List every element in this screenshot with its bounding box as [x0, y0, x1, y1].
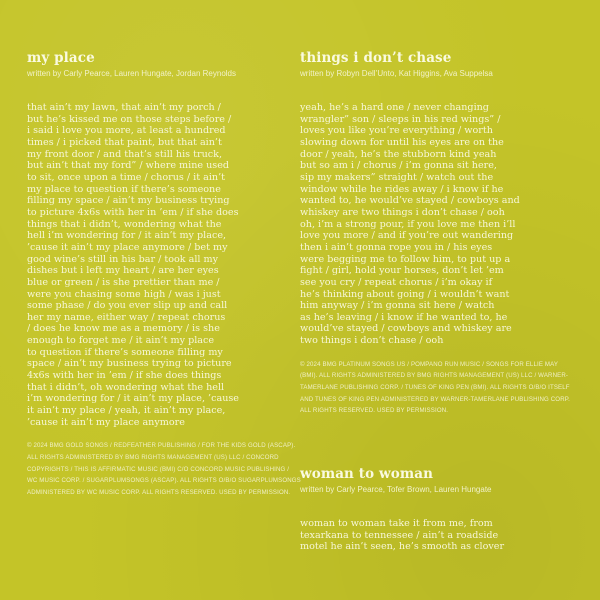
song-woman-to-woman — [300, 466, 560, 553]
lyric-line: i’m wondering for / it ain’t my place, ’cause — [27, 393, 239, 405]
lyric-line: were you chasing some high / was i just — [27, 288, 221, 300]
song-things-i-dont-chase — [300, 50, 571, 417]
lyric-line: but ain’t that my ford” / where mine used — [27, 160, 230, 172]
lyric-line: 4x6s with her in ’em / if she does things — [27, 370, 222, 382]
lyric-line: door / yeah, he’s the stubborn kind yeah — [300, 148, 497, 160]
lyric-line: things that i didn’t, wondering what the — [27, 218, 222, 230]
lyric-line: / does he know me as a memory / is she — [27, 323, 220, 335]
lyrics-block — [27, 102, 282, 428]
copyright-line: ALL RIGHTS RESERVED. USED BY PERMISSION. — [300, 407, 449, 415]
lyric-line: texarkana to tennessee / ain’t a roadside — [300, 529, 499, 541]
lyrics-block — [300, 102, 560, 347]
lyric-line: my place to question if there’s someone — [27, 183, 221, 195]
lyric-line: some phase / do you ever slip up and call — [27, 300, 228, 312]
lyric-line: loves you like you’re everything / worth — [300, 125, 493, 137]
song-title: things i don’t chase — [300, 50, 452, 66]
copyright-line: TAMERLANE PUBLISHING CORP. / TUNES OF KING PEN (BMI). ALL RIGHTS O/B/O ITSELF — [300, 383, 570, 391]
copyright-notice — [27, 440, 301, 498]
lyric-line: wrangler” son / sleeps in his red wings” / — [300, 113, 501, 125]
lyric-line: dishes but i left my heart / are her eyes — [27, 265, 219, 277]
lyric-line: woman to woman take it from me, from — [300, 518, 493, 529]
copyright-line: © 2024 BMG PLATINUM SONGS US / POMPANO RUN MUSIC / SONGS FOR ELLIE MAY — [300, 360, 559, 368]
lyric-line: i said i love you more, at least a hundred — [27, 125, 226, 137]
lyric-line: oh, i’m a strong pour, if you love me then i’ll — [300, 218, 516, 230]
lyric-line: slowing down for until his eyes are on the — [300, 136, 504, 148]
lyric-line: see you cry / repeat chorus / i’m okay if — [300, 276, 493, 288]
copyright-line: ADMINISTERED BY WC MUSIC CORP. ALL RIGHTS RESERVED. USED BY PERMISSION. — [27, 488, 291, 496]
lyric-line: whiskey are two things i don’t chase / ooh — [300, 206, 505, 218]
copyright-notice — [300, 359, 571, 417]
lyric-line: him anyway / i’m gonna sit here / watch — [300, 300, 495, 312]
lyric-line: to question if there’s someone filling my — [27, 346, 223, 358]
lyric-line: good wine’s still in his bar / took all my — [27, 253, 219, 265]
lyric-line: to picture 4x6s with her in ’em / if she does — [27, 206, 239, 218]
copyright-line: COPYRIGHTS / THIS IS AFFIRMATIC MUSIC (BMI) C/O CONCORD MUSIC PUBLISHING / — [27, 465, 290, 473]
copyright-line: WC MUSIC CORP. / SUGARPLUMSONGS (ASCAP). ALL RIGHTS O/B/O SUGARPLUMSONGS — [27, 477, 301, 485]
copyright-line: (BMI). ALL RIGHTS ADMINISTERED BY BMG RIGHTS MANAGEMENT (US) LLC / WARNER- — [300, 372, 569, 380]
lyric-line: that ain’t my lawn, that ain’t my porch / — [27, 102, 221, 113]
lyric-line: wanted to, he would’ve stayed / cowboys and — [300, 195, 520, 207]
lyric-line: filling my space / ain’t my business trying — [27, 195, 230, 207]
lyric-line: motel he ain’t seen, he’s smooth as clover — [300, 541, 505, 553]
lyric-line: my front door / and that’s still his truck, — [27, 148, 223, 160]
lyric-line: would’ve stayed / cowboys and whiskey are — [300, 323, 512, 335]
songwriter-credit: written by Carly Pearce, Tofer Brown, Lauren Hungate — [300, 485, 492, 494]
lyric-line: love you more / and if you’re out wandering — [300, 230, 514, 242]
lyric-line: then i ain’t gonna rope you in / his eyes — [300, 241, 493, 253]
lyrics-block — [300, 518, 560, 553]
lyric-line: her my name, either way / repeat chorus — [27, 311, 226, 323]
lyric-line: enough to forget me / it ain’t my place — [27, 335, 215, 347]
lyric-line: were begging me to follow him, to put up a — [300, 253, 511, 265]
copyright-line: AND TUNES OF KING PEN ADMINISTERED BY WARNER-TAMERLANE PUBLISHING CORP. — [300, 395, 571, 403]
lyric-line: but he’s kissed me on those steps before / — [27, 113, 232, 125]
lyric-line: two things i don’t chase / ooh — [300, 335, 444, 347]
lyric-line: yeah, he’s a hard one / never changing — [300, 102, 489, 113]
lyric-line: to sit, once upon a time / chorus / it ain’t — [27, 171, 225, 183]
lyric-line: blue or green / is she prettier than me / — [27, 276, 220, 288]
lyric-line: ’cause it ain’t my place anymore / bet my — [27, 241, 228, 253]
lyric-line: it ain’t my place / yeah, it ain’t my place, — [27, 405, 226, 417]
lyric-line: window while he rides away / i know if he — [300, 183, 504, 195]
lyric-line: that i didn’t, oh wondering what the hell — [27, 381, 225, 393]
lyric-line: times / i picked that paint, but that ain’t — [27, 136, 222, 148]
lyric-line: ’cause it ain’t my place anymore — [27, 416, 185, 428]
lyric-line: as he’s leaving / i know if he wanted to, he — [300, 311, 508, 323]
lyric-line: space / ain’t my business trying to picture — [27, 358, 232, 370]
copyright-line: ALL RIGHTS ADMINISTERED BY BMG RIGHTS MANAGEMENT (US) LLC / CONCORD — [27, 453, 279, 461]
lyric-line: he’s thinking about going / i wouldn’t want — [300, 288, 510, 300]
songwriter-credit: written by Robyn Dell’Unto, Kat Higgins, Ava Suppelsa — [300, 69, 493, 78]
song-title: woman to woman — [300, 466, 433, 482]
song-my-place — [27, 50, 301, 498]
lyric-line: hell i’m wondering for / it ain’t my place, — [27, 230, 227, 242]
copyright-line: © 2024 BMG GOLD SONGS / REDFEATHER PUBLISHING / FOR THE KIDS GOLD (ASCAP). — [27, 442, 296, 450]
lyric-line: sip my makers” straight / watch out the — [300, 171, 494, 183]
songwriter-credit: written by Carly Pearce, Lauren Hungate, Jordan Reynolds — [27, 69, 236, 78]
lyric-line: fight / girl, hold your horses, don’t let ’em — [300, 265, 504, 277]
song-title: my place — [27, 50, 95, 66]
lyric-line: but so am i / chorus / i’m gonna sit here, — [300, 160, 497, 172]
